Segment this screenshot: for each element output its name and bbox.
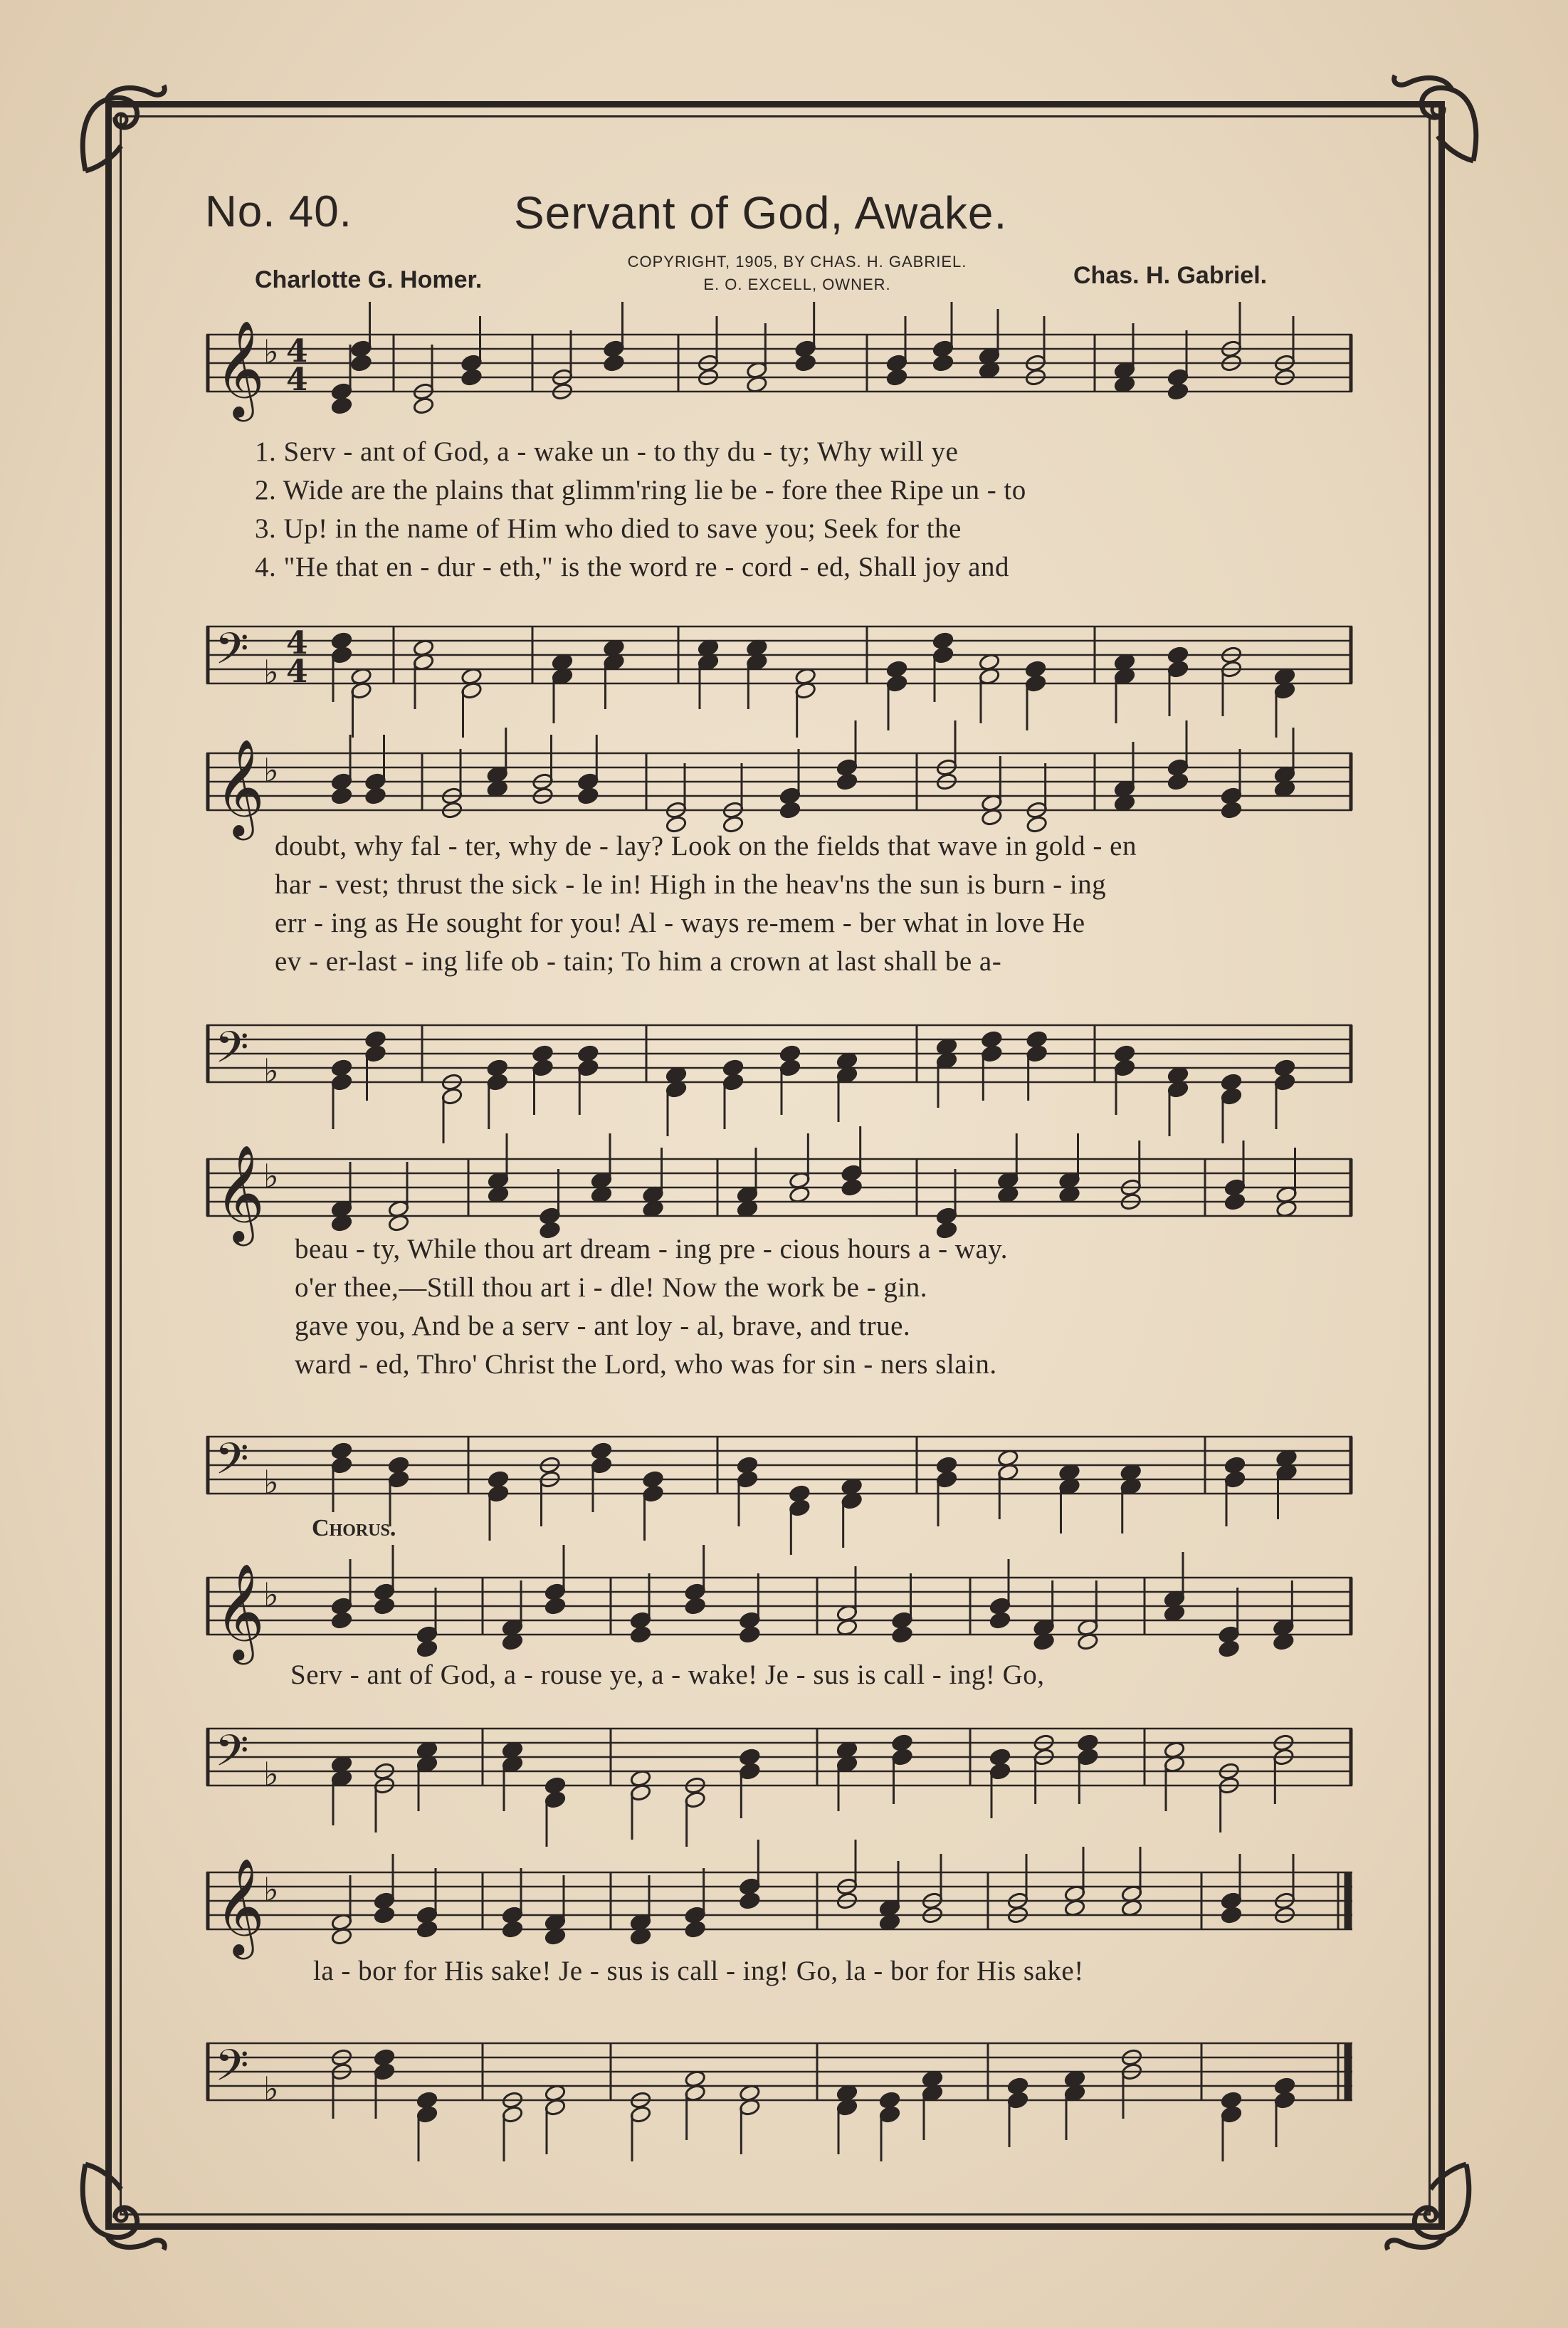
notehead xyxy=(1221,1073,1243,1091)
verse-4-line-1: 4. "He that en - dur - eth," is the word re - cord - ed, Shall joy and xyxy=(255,552,1009,582)
notehead xyxy=(488,1470,510,1489)
time-signature-top: 4 xyxy=(286,333,308,369)
corner-ornament-top-right xyxy=(1381,68,1488,175)
notehead xyxy=(1167,646,1189,664)
notehead xyxy=(932,354,954,372)
notehead xyxy=(642,1470,664,1489)
notehead xyxy=(989,1611,1011,1630)
staff-lines xyxy=(206,1159,1352,1216)
key-signature-flat-icon: ♭ xyxy=(263,1157,279,1195)
time-signature-top: 4 xyxy=(286,625,308,661)
notehead xyxy=(577,1044,599,1063)
notehead xyxy=(739,1892,761,1910)
notehead xyxy=(331,1059,353,1077)
hymn-number: No. 40. xyxy=(205,187,352,236)
notehead xyxy=(932,631,954,650)
notehead xyxy=(779,801,801,819)
bass-staff-system-2 xyxy=(206,1011,1352,1096)
notehead xyxy=(737,1456,759,1474)
notehead xyxy=(1221,2091,1243,2109)
bass-clef-icon: 𝄢 xyxy=(215,1022,249,1084)
key-signature-flat-icon: ♭ xyxy=(263,2070,279,2108)
notehead xyxy=(886,368,908,387)
notehead xyxy=(891,1625,913,1644)
chorus-lyrics-line-2: la - bor for His sake! Je - sus is call - ing! Go, la - bor for His sake! xyxy=(313,1956,1084,1986)
key-signature-flat-icon: ♭ xyxy=(263,1052,279,1090)
corner-ornament-bottom-left xyxy=(71,2150,178,2257)
notehead xyxy=(1077,1734,1099,1752)
copyright-notice xyxy=(555,251,1039,296)
notehead xyxy=(374,1906,396,1924)
notehead xyxy=(416,1920,438,1939)
treble-clef-icon: 𝄞 xyxy=(215,1857,265,1955)
verse-3-line-3: gave you, And be a serv - ant loy - al, brave, and true. xyxy=(295,1311,911,1341)
treble-staff-chorus-2 xyxy=(206,1857,1352,1955)
notehead xyxy=(544,1776,567,1795)
notehead xyxy=(841,1178,863,1197)
copyright-line-1: COPYRIGHT, 1905, BY CHAS. H. GABRIEL. xyxy=(627,253,967,271)
chorus-label: Chorus. xyxy=(312,1515,396,1541)
bass-staff-system-1 xyxy=(206,612,1352,698)
notehead xyxy=(591,1442,613,1460)
corner-ornament-top-left xyxy=(71,78,178,185)
bass-staff-system-3 xyxy=(206,1422,1352,1508)
notehead xyxy=(374,2048,396,2067)
notehead xyxy=(486,1059,508,1077)
notehead xyxy=(886,660,908,678)
bass-clef-icon: 𝄢 xyxy=(215,1434,249,1495)
notehead xyxy=(981,1030,1003,1049)
notehead xyxy=(779,1044,801,1063)
notehead xyxy=(1167,772,1189,791)
notehead xyxy=(1224,1192,1246,1211)
key-signature-flat-icon: ♭ xyxy=(263,751,279,790)
notehead xyxy=(1025,660,1047,678)
composer-credit: Chas. H. Gabriel. xyxy=(1073,262,1268,289)
bass-clef-icon: 𝄢 xyxy=(215,1726,249,1787)
key-signature-flat-icon: ♭ xyxy=(263,1463,279,1501)
notehead xyxy=(684,1920,706,1939)
key-signature-flat-icon: ♭ xyxy=(263,1575,279,1614)
key-signature-flat-icon: ♭ xyxy=(263,653,279,691)
corner-ornament-bottom-right xyxy=(1374,2150,1480,2257)
lyricist-credit: Charlotte G. Homer. xyxy=(255,266,483,293)
notehead xyxy=(1274,2077,1296,2095)
verse-3-line-2: err - ing as He sought for you! Al - ways re-mem - ber what in love He xyxy=(275,908,1085,938)
notehead xyxy=(502,1920,524,1939)
notehead xyxy=(364,787,386,805)
verse-4-line-3: ward - ed, Thro' Christ the Lord, who was for sin - ners slain. xyxy=(295,1349,997,1380)
chorus-lyrics-line-1: Serv - ant of God, a - rouse ye, a - wake! Je - sus is call - ing! Go, xyxy=(290,1660,1045,1690)
notehead xyxy=(739,1748,761,1766)
notehead xyxy=(331,631,353,650)
bass-staff-chorus-1 xyxy=(206,1714,1352,1800)
key-signature-flat-icon: ♭ xyxy=(263,1870,279,1909)
verse-4-line-2: ev - er-last - ing life ob - tain; To him a crown at last shall be a- xyxy=(275,946,1002,977)
notehead xyxy=(388,1456,410,1474)
notehead xyxy=(836,772,858,791)
notehead xyxy=(684,1597,706,1615)
notehead xyxy=(1167,382,1189,401)
verse-2-line-3: o'er thee,—Still thou art i - dle! Now the work be - gin. xyxy=(295,1272,927,1303)
key-signature-flat-icon: ♭ xyxy=(263,1755,279,1793)
notehead xyxy=(739,1625,761,1644)
verse-2-line-2: har - vest; thrust the sick - le in! High in the heav'ns the sun is burn - ing xyxy=(275,869,1107,900)
treble-staff-system-1 xyxy=(206,319,1352,417)
staff-lines xyxy=(206,1437,1352,1494)
key-signature-flat-icon: ♭ xyxy=(263,332,279,371)
notehead xyxy=(891,1734,913,1752)
notehead xyxy=(532,1044,554,1063)
notehead xyxy=(1114,1044,1136,1063)
notehead xyxy=(1274,1059,1296,1077)
treble-clef-icon: 𝄞 xyxy=(215,738,265,836)
verse-1-line-1: 1. Serv - ant of God, a - wake un - to thy du - ty; Why will ye xyxy=(255,436,959,467)
notehead xyxy=(1221,801,1243,819)
notehead xyxy=(794,354,816,372)
treble-clef-icon: 𝄞 xyxy=(215,319,265,417)
bass-clef-icon: 𝄢 xyxy=(215,2040,249,2102)
treble-staff-system-2 xyxy=(206,738,1352,836)
verse-1-line-3: beau - ty, While thou art dream - ing pre - cious hours a - way. xyxy=(295,1234,1008,1264)
notehead xyxy=(789,1484,811,1503)
notehead xyxy=(630,1625,652,1644)
bass-staff-chorus-2 xyxy=(206,2029,1352,2114)
treble-staff-chorus-1 xyxy=(206,1562,1352,1660)
treble-staff-system-3 xyxy=(206,1143,1352,1242)
notehead xyxy=(577,787,599,805)
copyright-line-2: E. O. EXCELL, OWNER. xyxy=(703,276,891,293)
notehead xyxy=(989,1748,1011,1766)
notehead xyxy=(722,1059,744,1077)
notehead xyxy=(331,787,353,805)
notehead xyxy=(603,354,625,372)
notehead xyxy=(374,1597,396,1615)
bass-clef-icon: 𝄢 xyxy=(215,624,249,685)
notehead xyxy=(416,2091,438,2109)
time-signature-bottom: 4 xyxy=(286,362,308,398)
verse-3-line-1: 3. Up! in the name of Him who died to save you; Seek for the xyxy=(255,513,962,544)
verse-2-line-1: 2. Wide are the plains that glimm'ring lie be - fore thee Ripe un - to xyxy=(255,475,1026,505)
verse-1-line-2: doubt, why fal - ter, why de - lay? Look on the fields that wave in gold - en xyxy=(275,831,1137,861)
notehead xyxy=(936,1456,958,1474)
notehead xyxy=(879,2091,901,2109)
hymn-title: Servant of God, Awake. xyxy=(514,187,1008,238)
notehead xyxy=(331,1611,353,1630)
notehead xyxy=(1221,1906,1243,1924)
notehead xyxy=(1007,2077,1029,2095)
treble-clef-icon: 𝄞 xyxy=(215,1562,265,1660)
notehead xyxy=(350,354,372,372)
notehead xyxy=(331,1442,353,1460)
time-signature-bottom: 4 xyxy=(286,654,308,690)
notehead xyxy=(1026,1030,1048,1049)
treble-clef-icon: 𝄞 xyxy=(215,1143,265,1242)
notehead xyxy=(1224,1456,1246,1474)
notehead xyxy=(544,1597,567,1615)
notehead xyxy=(461,368,483,387)
notehead xyxy=(364,1030,386,1049)
